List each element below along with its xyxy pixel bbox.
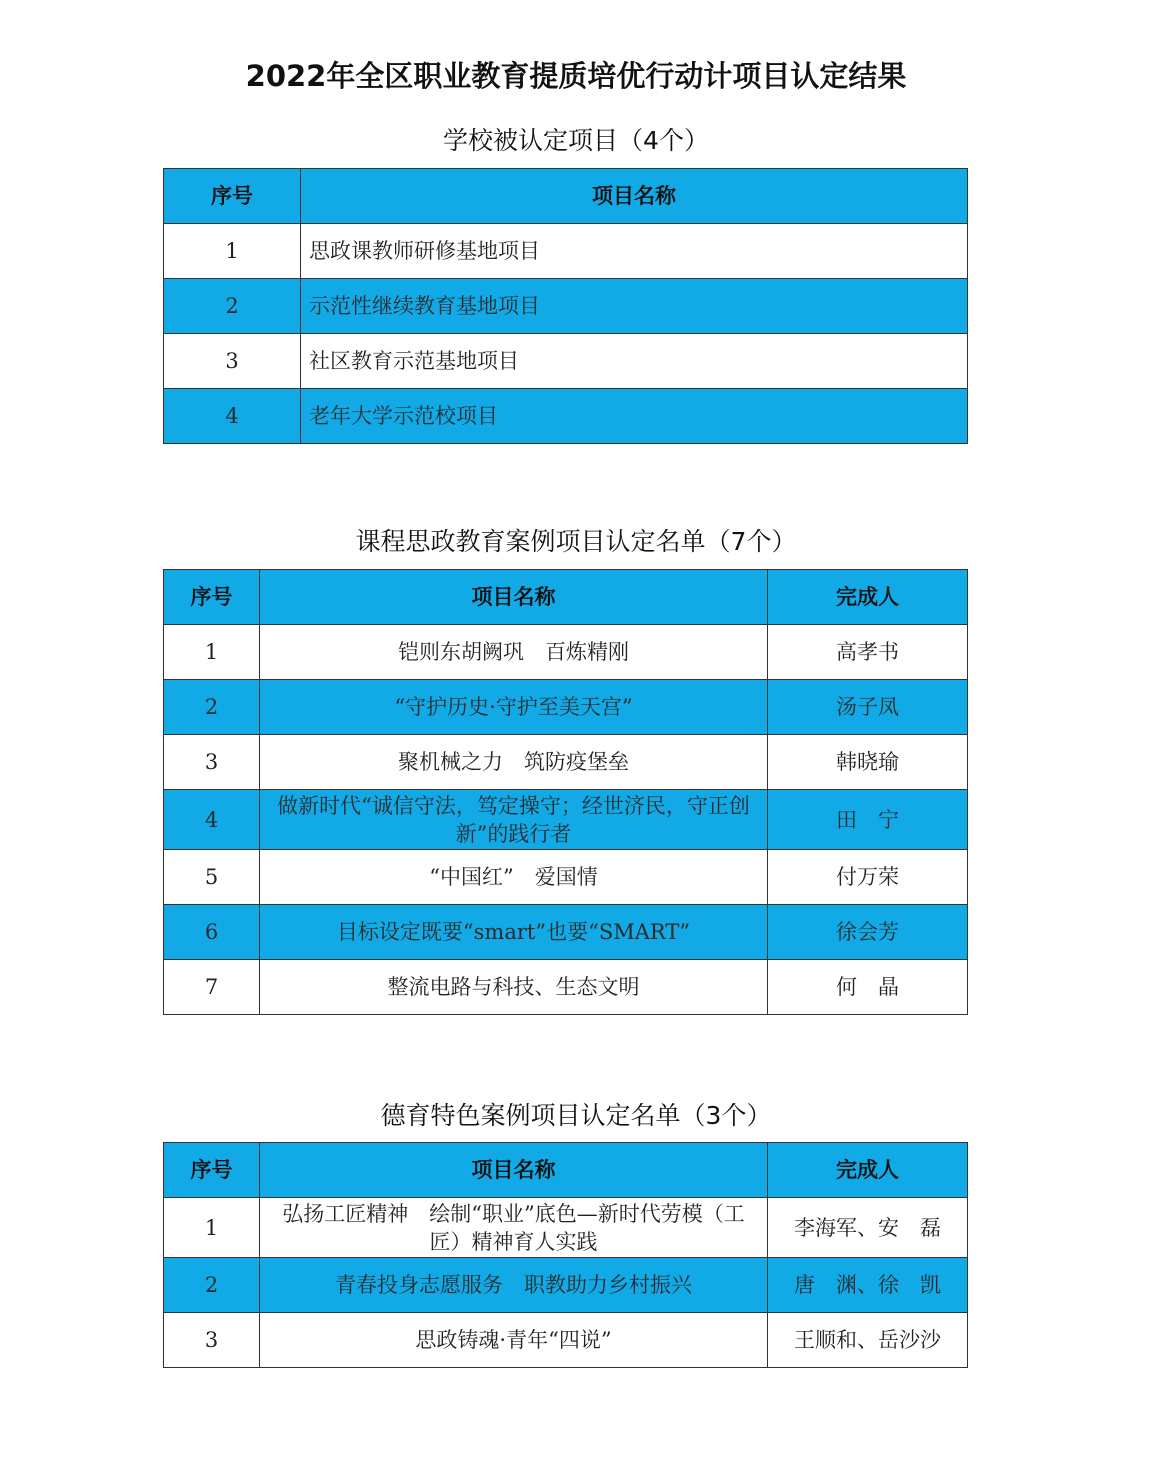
- row-no: 2: [164, 680, 260, 735]
- row-no: 1: [164, 1198, 260, 1258]
- table-header-row: [164, 570, 968, 625]
- row-no: 6: [164, 905, 260, 960]
- table-row: [164, 389, 968, 444]
- row-no: 4: [164, 389, 301, 444]
- header-person: 完成人: [768, 570, 968, 625]
- row-no: 7: [164, 960, 260, 1015]
- row-person: 田 宁: [768, 790, 968, 850]
- header-no: 序号: [164, 169, 301, 224]
- row-name: “中国红” 爱国情: [260, 850, 768, 905]
- row-name: 老年大学示范校项目: [301, 389, 968, 444]
- table-header-row: [164, 1143, 968, 1198]
- header-name: 项目名称: [260, 570, 768, 625]
- table-row: [164, 905, 968, 960]
- row-no: 2: [164, 279, 301, 334]
- row-no: 1: [164, 625, 260, 680]
- section-title-school-projects: 学校被认定项目（4个）: [443, 126, 709, 155]
- table-row: [164, 735, 968, 790]
- table-row: [164, 625, 968, 680]
- row-name: 聚机械之力 筑防疫堡垒: [260, 735, 768, 790]
- table-row: [164, 224, 968, 279]
- row-person: 王顺和、岳沙沙: [768, 1313, 968, 1368]
- table-header-row: [164, 169, 968, 224]
- row-name: “守护历史·守护至美天宫”: [260, 680, 768, 735]
- row-name: 做新时代“诚信守法，笃定操守；经世济民，守正创新”的践行者: [260, 790, 768, 850]
- row-name: 弘扬工匠精神 绘制“职业”底色—新时代劳模（工匠）精神育人实践: [260, 1198, 768, 1258]
- row-no: 1: [164, 224, 301, 279]
- school-projects-table: [163, 168, 968, 444]
- row-name: 铠则东胡阙巩 百炼精刚: [260, 625, 768, 680]
- row-person: 汤子凤: [768, 680, 968, 735]
- header-name: 项目名称: [301, 169, 968, 224]
- table-row: [164, 1198, 968, 1258]
- header-no: 序号: [164, 570, 260, 625]
- row-person: 何 晶: [768, 960, 968, 1015]
- header-person: 完成人: [768, 1143, 968, 1198]
- table-row: [164, 960, 968, 1015]
- row-name: 目标设定既要“smart”也要“SMART”: [260, 905, 768, 960]
- row-person: 徐会芳: [768, 905, 968, 960]
- table-row: [164, 334, 968, 389]
- row-person: 高孝书: [768, 625, 968, 680]
- table-row: [164, 680, 968, 735]
- row-person: 韩晓瑜: [768, 735, 968, 790]
- table-row: [164, 850, 968, 905]
- row-name: 社区教育示范基地项目: [301, 334, 968, 389]
- row-no: 3: [164, 735, 260, 790]
- moral-cases-table: [163, 1142, 968, 1368]
- table-row: [164, 1313, 968, 1368]
- table-row: [164, 1258, 968, 1313]
- row-name: 示范性继续教育基地项目: [301, 279, 968, 334]
- row-no: 3: [164, 1313, 260, 1368]
- header-no: 序号: [164, 1143, 260, 1198]
- page-title: 2022年全区职业教育提质培优行动计项目认定结果: [245, 59, 907, 93]
- row-name: 整流电路与科技、生态文明: [260, 960, 768, 1015]
- table-row: [164, 790, 968, 850]
- row-name: 思政铸魂·青年“四说”: [260, 1313, 768, 1368]
- row-person: 李海军、安 磊: [768, 1198, 968, 1258]
- course-cases-table: [163, 569, 968, 1015]
- section-title-moral-cases: 德育特色案例项目认定名单（3个）: [380, 1101, 772, 1130]
- row-name: 青春投身志愿服务 职教助力乡村振兴: [260, 1258, 768, 1313]
- row-no: 5: [164, 850, 260, 905]
- table-row: [164, 279, 968, 334]
- row-no: 4: [164, 790, 260, 850]
- row-no: 2: [164, 1258, 260, 1313]
- row-no: 3: [164, 334, 301, 389]
- header-name: 项目名称: [260, 1143, 768, 1198]
- row-person: 唐 渊、徐 凯: [768, 1258, 968, 1313]
- row-person: 付万荣: [768, 850, 968, 905]
- row-name: 思政课教师研修基地项目: [301, 224, 968, 279]
- section-title-course-cases: 课程思政教育案例项目认定名单（7个）: [355, 527, 797, 556]
